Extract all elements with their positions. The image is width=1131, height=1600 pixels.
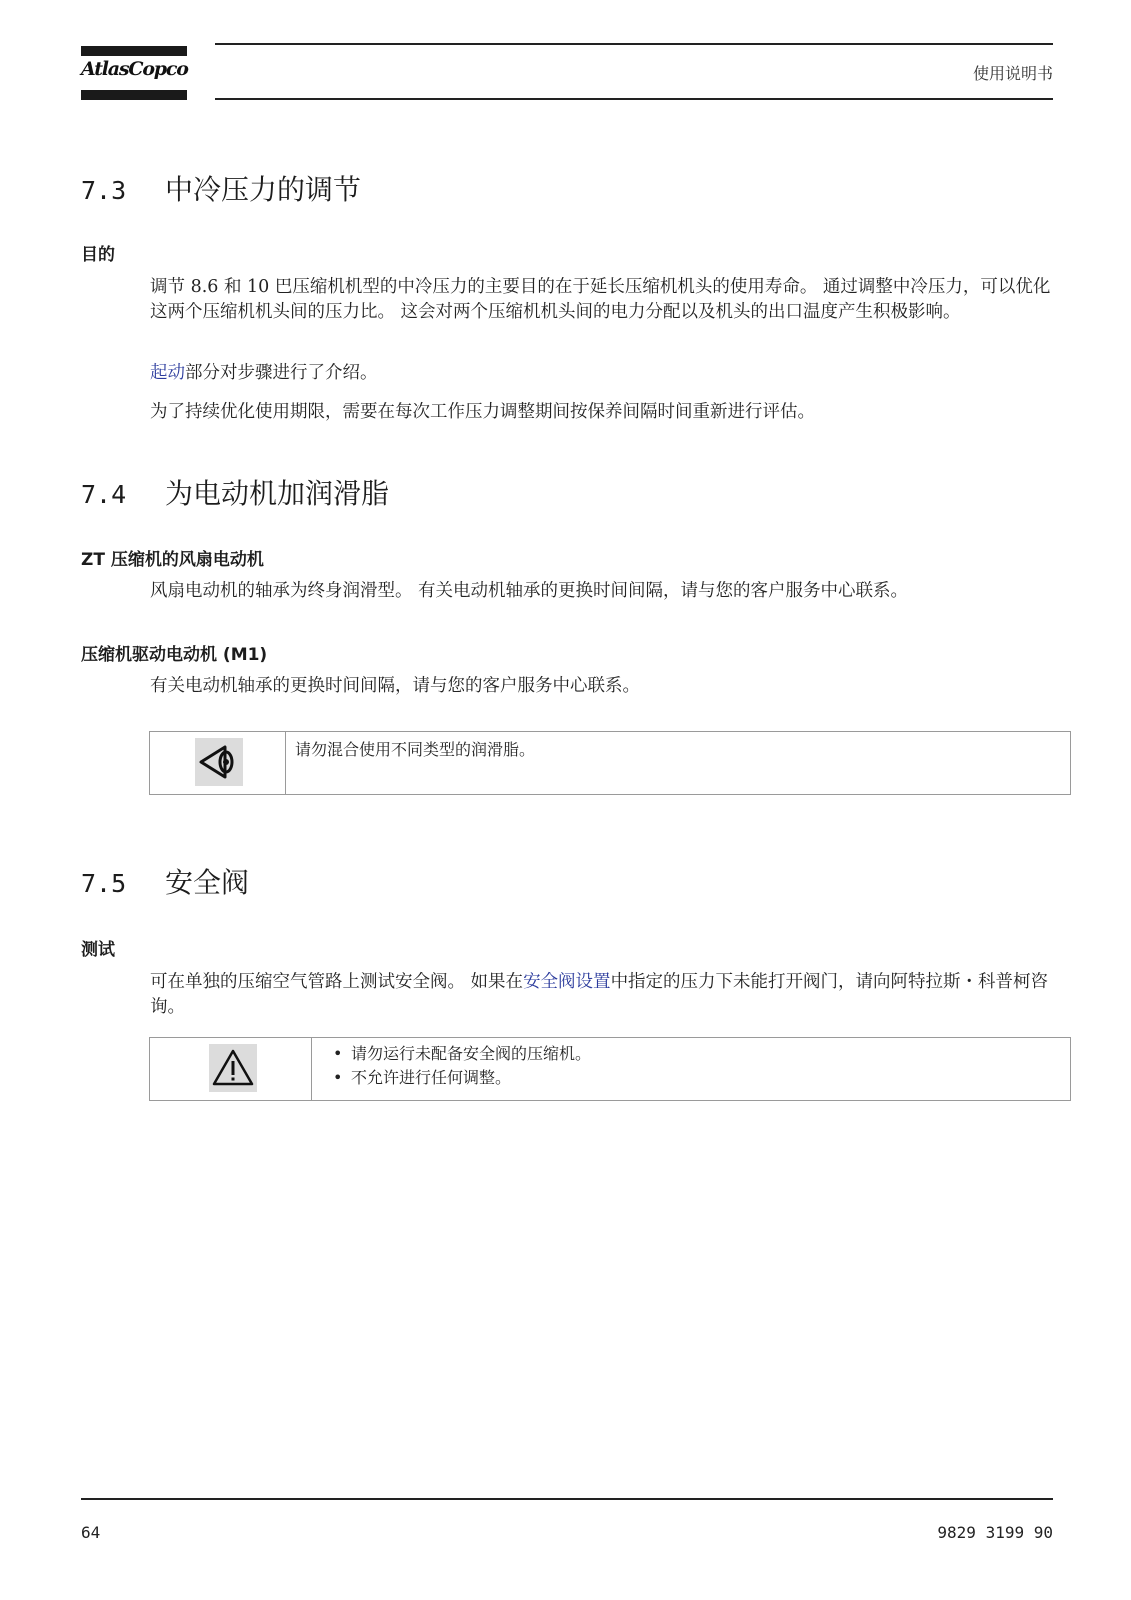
section-title: 中冷压力的调节 xyxy=(165,173,362,206)
warning-item: • 请勿运行未配备安全阀的压缩机。 xyxy=(321,1042,591,1066)
section-heading-7-4 xyxy=(81,472,389,512)
document-number: 9829 3199 90 xyxy=(937,1523,1053,1542)
note-text: 请勿混合使用不同类型的润滑脂。 xyxy=(295,740,536,759)
atlas-copco-logo xyxy=(81,46,187,101)
warning-item: • 不允许进行任何调整。 xyxy=(321,1066,591,1090)
warning-triangle-icon xyxy=(209,1044,257,1092)
warning-list xyxy=(321,1042,591,1090)
header-rule-bottom xyxy=(215,98,1053,100)
paragraph-evaluation: 为了持续优化使用期限，需要在每次工作压力调整期间按保养间隔时间重新进行评估。 xyxy=(150,402,815,422)
logo-wordmark: AtlasCopco xyxy=(81,58,188,80)
warning-icon-cell xyxy=(150,1038,312,1100)
section-title: 为电动机加润滑脂 xyxy=(165,477,390,510)
warning-text xyxy=(321,1042,591,1090)
paragraph-test-text-a: 可在单独的压缩空气管路上测试安全阀。 如果在 xyxy=(150,972,524,992)
paragraph-startup-text: 部分对步骤进行了介绍。 xyxy=(185,363,378,383)
page-number: 64 xyxy=(81,1523,101,1542)
link-safety-valve-settings[interactable]: 安全阀设置 xyxy=(523,972,611,992)
subheading-purpose: 目的 xyxy=(81,245,115,265)
paragraph-test-text-b: 中指定的压力下未能打开阀门，请向阿特拉斯・科普柯咨询。 xyxy=(150,972,1049,1017)
logo-bar-top xyxy=(81,46,187,56)
footer-rule xyxy=(81,1498,1053,1500)
section-number: 7.5 xyxy=(81,869,127,898)
section-number: 7.3 xyxy=(81,176,127,205)
section-heading-7-3 xyxy=(81,168,361,208)
section-title: 安全阀 xyxy=(165,866,250,899)
section-heading-7-5 xyxy=(81,861,249,901)
document-type: 使用说明书 xyxy=(972,64,1053,83)
paragraph-purpose: 调节 8.6 和 10 巴压缩机机型的中冷压力的主要目的在于延长压缩机机头的使用寿命。 通过调整中冷压力，可以优化这两个压缩机机头间的压力比。 这会对两个压缩机机头间的电力分配以及机头的出口温度产生积极影响。 xyxy=(150,277,1051,322)
paragraph-fan-motor: 风扇电动机的轴承为终身润滑型。 有关电动机轴承的更换时间间隔，请与您的客户服务中心联系。 xyxy=(150,581,909,601)
header-rule-top xyxy=(215,43,1053,45)
eye-icon xyxy=(195,738,243,786)
section-number: 7.4 xyxy=(81,480,127,509)
note-icon-cell xyxy=(150,732,286,794)
subheading-drive-motor: 压缩机驱动电动机 (M1) xyxy=(81,645,268,665)
paragraph-startup-ref xyxy=(150,361,1055,386)
warning-box-safety-valve xyxy=(149,1037,1071,1101)
link-startup[interactable]: 起动 xyxy=(150,363,185,383)
note-box-grease xyxy=(149,731,1071,795)
paragraph-drive-motor: 有关电动机轴承的更换时间间隔，请与您的客户服务中心联系。 xyxy=(150,676,640,696)
paragraph-test xyxy=(150,970,1055,1020)
subheading-test: 测试 xyxy=(81,940,115,960)
logo-bar-bottom xyxy=(81,90,187,100)
subheading-fan-motor: ZT 压缩机的风扇电动机 xyxy=(81,550,264,570)
